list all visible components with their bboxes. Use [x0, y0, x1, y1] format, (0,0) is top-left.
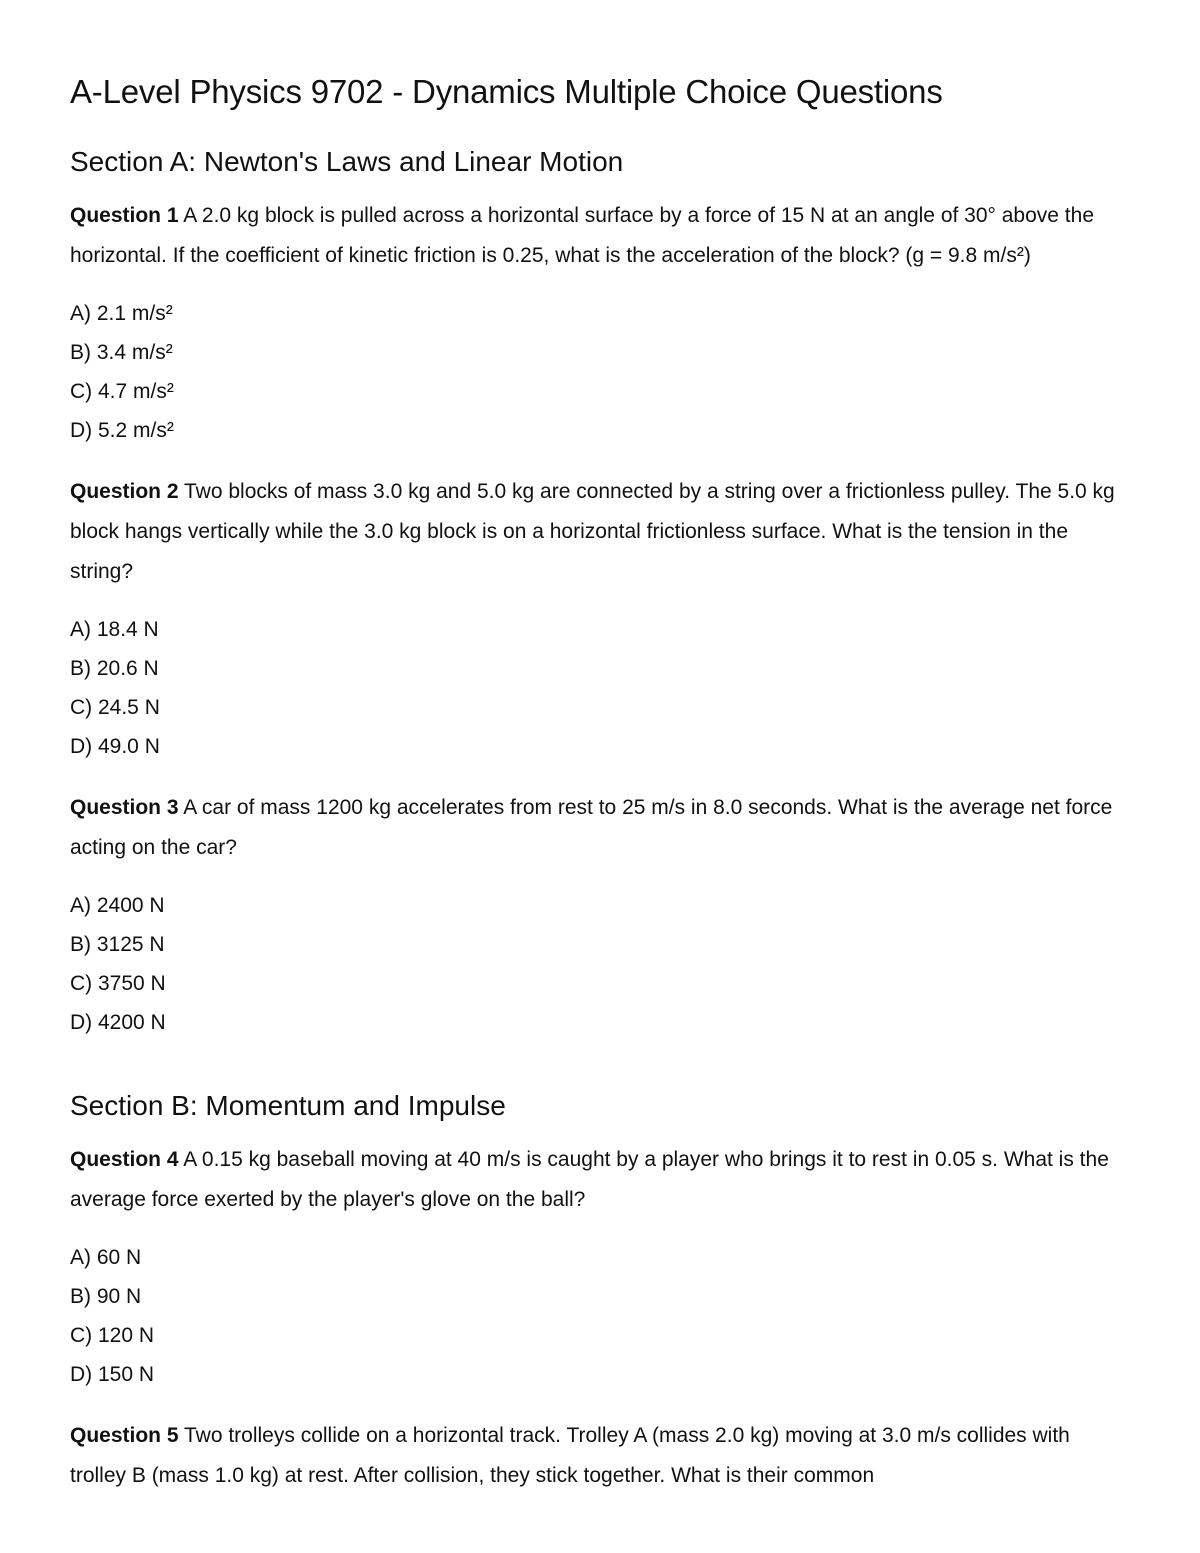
question-2 [70, 472, 1130, 592]
option-c: C) 24.5 N [70, 696, 160, 719]
option-d: D) 5.2 m/s² [70, 419, 174, 442]
option-b: B) 20.6 N [70, 657, 159, 680]
option-b: B) 3125 N [70, 933, 165, 956]
question-5 [70, 1416, 1130, 1496]
option-b: B) 3.4 m/s² [70, 341, 173, 364]
question-label: Question 1 [70, 204, 179, 227]
option-a: A) 18.4 N [70, 618, 159, 641]
option-a: A) 2.1 m/s² [70, 302, 173, 325]
question-label: Question 5 [70, 1424, 179, 1447]
question-3 [70, 788, 1130, 868]
document-title: A-Level Physics 9702 - Dynamics Multiple Choice Questions [70, 73, 943, 110]
question-1 [70, 196, 1130, 276]
option-b: B) 90 N [70, 1285, 142, 1308]
option-d: D) 4200 N [70, 1011, 166, 1034]
question-label: Question 2 [70, 480, 179, 503]
option-d: D) 150 N [70, 1363, 155, 1386]
option-c: C) 120 N [70, 1324, 155, 1347]
question-text: A 0.15 kg baseball moving at 40 m/s is caught by a player who brings it to rest in 0.05 s. What is the average force exerted by the player's glove on the ball? [70, 1148, 1109, 1211]
options-list-q2 [70, 610, 1130, 766]
options-list-q3 [70, 886, 1130, 1042]
option-d: D) 49.0 N [70, 735, 160, 758]
question-text: A car of mass 1200 kg accelerates from rest to 25 m/s in 8.0 seconds. What is the average net force acting on the car? [70, 796, 1113, 859]
option-a: A) 60 N [70, 1246, 142, 1269]
option-a: A) 2400 N [70, 894, 165, 917]
question-4 [70, 1140, 1130, 1220]
option-c: C) 3750 N [70, 972, 166, 995]
question-text: Two blocks of mass 3.0 kg and 5.0 kg are connected by a string over a frictionless pulley. The 5.0 kg block hangs vertically while the 3.0 kg block is on a horizontal frictionless surface. What is the tension in the string? [70, 480, 1115, 583]
question-label: Question 3 [70, 796, 179, 819]
section-title-b: Section B: Momentum and Impulse [70, 1090, 506, 1121]
option-c: C) 4.7 m/s² [70, 380, 174, 403]
options-list-q4 [70, 1238, 1130, 1394]
question-text: Two trolleys collide on a horizontal track. Trolley A (mass 2.0 kg) moving at 3.0 m/s collides with trolley B (mass 1.0 kg) at rest. After collision, they stick together. What is their common [70, 1424, 1070, 1487]
options-list-q1 [70, 294, 1130, 450]
section-title-a: Section A: Newton's Laws and Linear Motion [70, 146, 624, 177]
document-page [70, 68, 1130, 1514]
question-label: Question 4 [70, 1148, 179, 1171]
question-text: A 2.0 kg block is pulled across a horizontal surface by a force of 15 N at an angle of 30° above the horizontal. If the coefficient of kinetic friction is 0.25, what is the acceleration of the block? (g = 9.8 m/s²) [70, 204, 1095, 267]
